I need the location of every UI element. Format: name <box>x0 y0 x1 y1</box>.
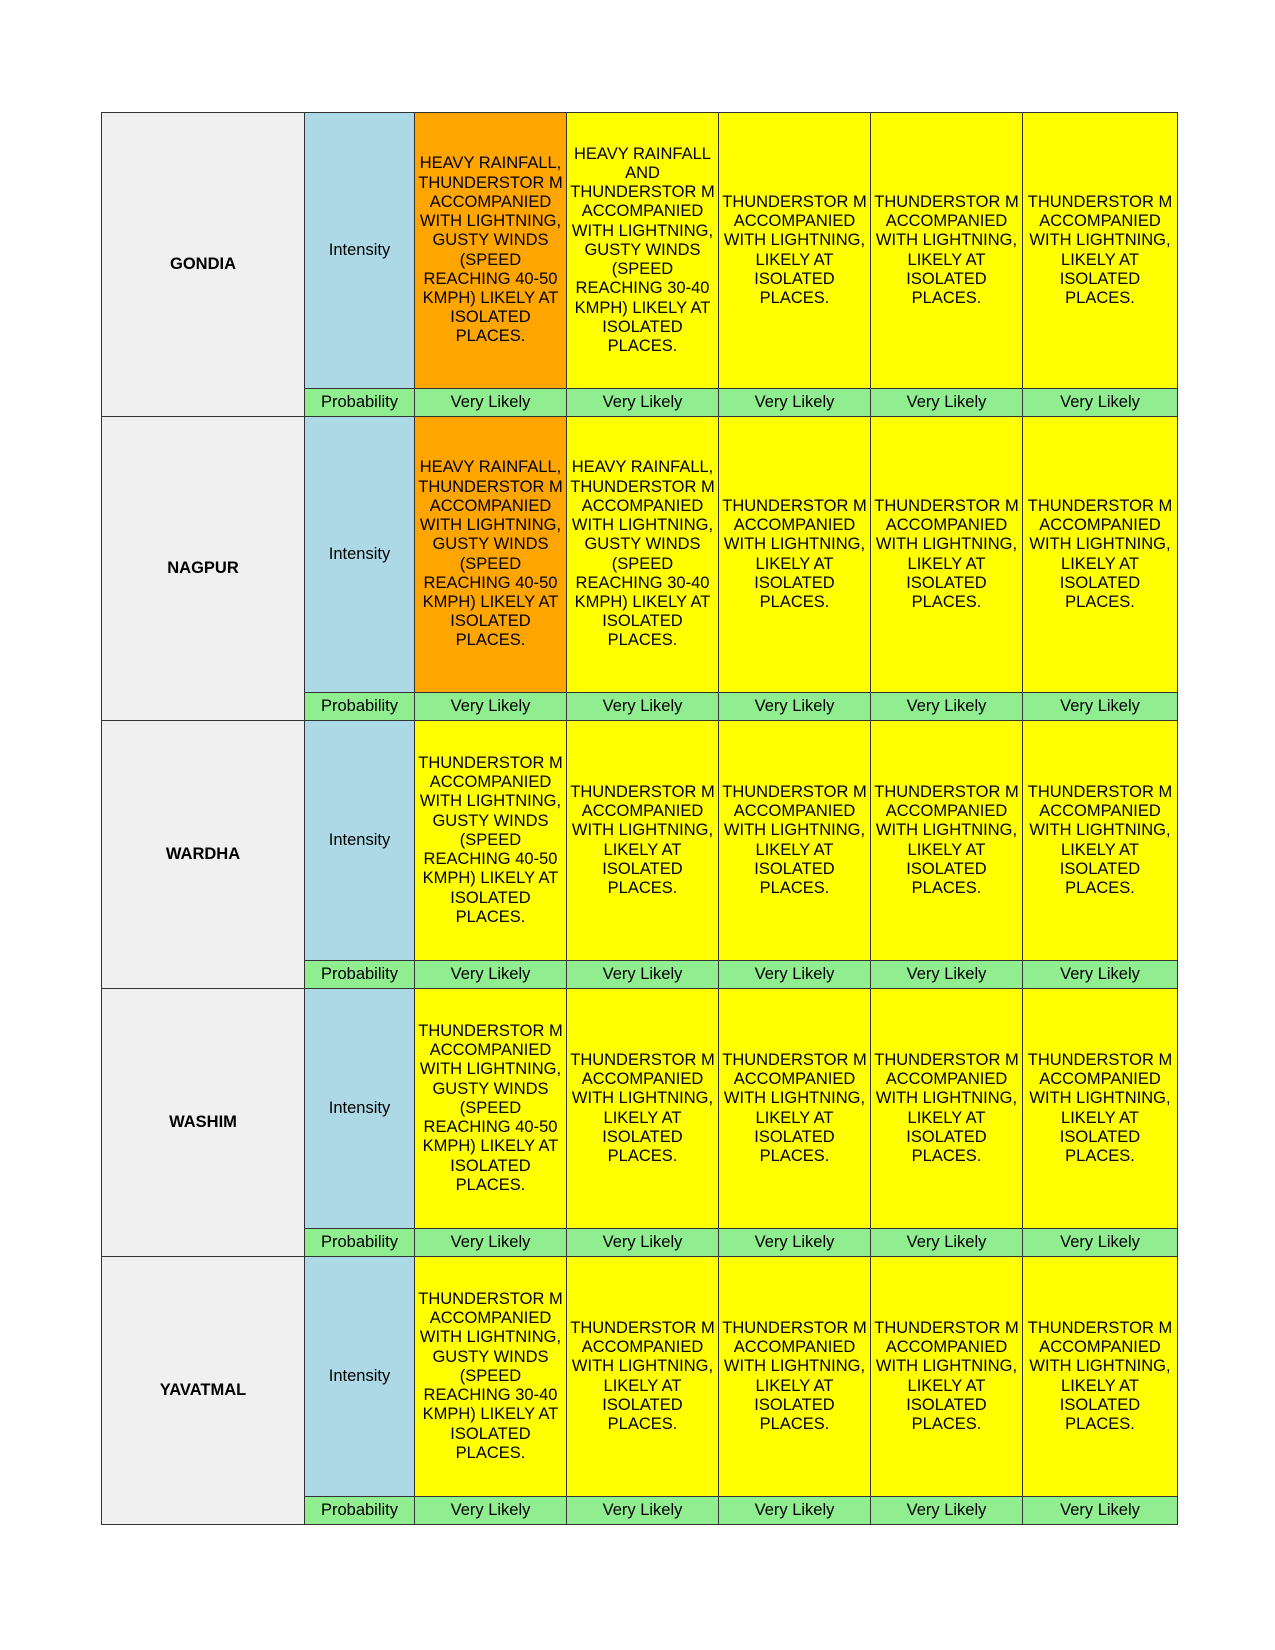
intensity-cell: HEAVY RAINFALL, THUNDERSTOR M ACCOMPANIED WITH LIGHTNING, GUSTY WINDS (SPEED REACHING 40-50 KMPH) LIKELY AT ISOLATED PLACES. <box>415 113 567 389</box>
probability-cell: Very Likely <box>871 1497 1023 1525</box>
intensity-cell: THUNDERSTOR M ACCOMPANIED WITH LIGHTNING, LIKELY AT ISOLATED PLACES. <box>1023 989 1178 1229</box>
probability-cell: Very Likely <box>415 693 567 721</box>
intensity-cell: THUNDERSTOR M ACCOMPANIED WITH LIGHTNING, LIKELY AT ISOLATED PLACES. <box>567 989 719 1229</box>
district-name: GONDIA <box>102 113 305 417</box>
district-row <box>102 113 1178 389</box>
intensity-cell: THUNDERSTOR M ACCOMPANIED WITH LIGHTNING, LIKELY AT ISOLATED PLACES. <box>719 721 871 961</box>
intensity-cell: THUNDERSTOR M ACCOMPANIED WITH LIGHTNING, LIKELY AT ISOLATED PLACES. <box>719 989 871 1229</box>
intensity-cell: THUNDERSTOR M ACCOMPANIED WITH LIGHTNING, GUSTY WINDS (SPEED REACHING 30-40 KMPH) LIKELY AT ISOLATED PLACES. <box>415 1257 567 1497</box>
probability-cell: Very Likely <box>567 1497 719 1525</box>
intensity-cell: THUNDERSTOR M ACCOMPANIED WITH LIGHTNING, GUSTY WINDS (SPEED REACHING 40-50 KMPH) LIKELY AT ISOLATED PLACES. <box>415 989 567 1229</box>
intensity-cell: THUNDERSTOR M ACCOMPANIED WITH LIGHTNING, LIKELY AT ISOLATED PLACES. <box>719 1257 871 1497</box>
intensity-label: Intensity <box>305 417 415 693</box>
probability-label: Probability <box>305 961 415 989</box>
probability-cell: Very Likely <box>1023 1229 1178 1257</box>
intensity-cell: THUNDERSTOR M ACCOMPANIED WITH LIGHTNING, LIKELY AT ISOLATED PLACES. <box>871 721 1023 961</box>
intensity-cell: THUNDERSTOR M ACCOMPANIED WITH LIGHTNING, LIKELY AT ISOLATED PLACES. <box>567 721 719 961</box>
probability-cell: Very Likely <box>1023 693 1178 721</box>
probability-label: Probability <box>305 1229 415 1257</box>
intensity-cell: THUNDERSTOR M ACCOMPANIED WITH LIGHTNING, LIKELY AT ISOLATED PLACES. <box>1023 1257 1178 1497</box>
probability-cell: Very Likely <box>415 1497 567 1525</box>
probability-label: Probability <box>305 1497 415 1525</box>
intensity-cell: THUNDERSTOR M ACCOMPANIED WITH LIGHTNING, LIKELY AT ISOLATED PLACES. <box>871 1257 1023 1497</box>
intensity-label: Intensity <box>305 721 415 961</box>
probability-cell: Very Likely <box>567 389 719 417</box>
probability-cell: Very Likely <box>719 389 871 417</box>
probability-cell: Very Likely <box>1023 389 1178 417</box>
probability-cell: Very Likely <box>567 693 719 721</box>
probability-cell: Very Likely <box>567 1229 719 1257</box>
intensity-cell: THUNDERSTOR M ACCOMPANIED WITH LIGHTNING, LIKELY AT ISOLATED PLACES. <box>871 989 1023 1229</box>
probability-cell: Very Likely <box>719 693 871 721</box>
probability-cell: Very Likely <box>871 693 1023 721</box>
probability-cell: Very Likely <box>871 389 1023 417</box>
district-name: WASHIM <box>102 989 305 1257</box>
intensity-cell: THUNDERSTOR M ACCOMPANIED WITH LIGHTNING, LIKELY AT ISOLATED PLACES. <box>719 417 871 693</box>
intensity-cell: THUNDERSTOR M ACCOMPANIED WITH LIGHTNING, LIKELY AT ISOLATED PLACES. <box>871 417 1023 693</box>
intensity-cell: HEAVY RAINFALL, THUNDERSTOR M ACCOMPANIED WITH LIGHTNING, GUSTY WINDS (SPEED REACHING 40-50 KMPH) LIKELY AT ISOLATED PLACES. <box>415 417 567 693</box>
probability-cell: Very Likely <box>415 389 567 417</box>
probability-cell: Very Likely <box>719 1497 871 1525</box>
probability-cell: Very Likely <box>719 961 871 989</box>
intensity-cell: THUNDERSTOR M ACCOMPANIED WITH LIGHTNING, LIKELY AT ISOLATED PLACES. <box>719 113 871 389</box>
district-row <box>102 989 1178 1229</box>
intensity-label: Intensity <box>305 1257 415 1497</box>
intensity-cell: THUNDERSTOR M ACCOMPANIED WITH LIGHTNING, LIKELY AT ISOLATED PLACES. <box>1023 113 1178 389</box>
probability-cell: Very Likely <box>871 1229 1023 1257</box>
probability-cell: Very Likely <box>415 1229 567 1257</box>
probability-cell: Very Likely <box>567 961 719 989</box>
probability-cell: Very Likely <box>719 1229 871 1257</box>
intensity-cell: THUNDERSTOR M ACCOMPANIED WITH LIGHTNING, LIKELY AT ISOLATED PLACES. <box>567 1257 719 1497</box>
probability-cell: Very Likely <box>415 961 567 989</box>
probability-label: Probability <box>305 389 415 417</box>
district-row <box>102 1257 1178 1497</box>
probability-cell: Very Likely <box>1023 1497 1178 1525</box>
intensity-label: Intensity <box>305 989 415 1229</box>
intensity-cell: THUNDERSTOR M ACCOMPANIED WITH LIGHTNING, GUSTY WINDS (SPEED REACHING 40-50 KMPH) LIKELY AT ISOLATED PLACES. <box>415 721 567 961</box>
intensity-cell: HEAVY RAINFALL AND THUNDERSTOR M ACCOMPANIED WITH LIGHTNING, GUSTY WINDS (SPEED REACHING 30-40 KMPH) LIKELY AT ISOLATED PLACES. <box>567 113 719 389</box>
intensity-cell: HEAVY RAINFALL, THUNDERSTOR M ACCOMPANIED WITH LIGHTNING, GUSTY WINDS (SPEED REACHING 30-40 KMPH) LIKELY AT ISOLATED PLACES. <box>567 417 719 693</box>
district-name: WARDHA <box>102 721 305 989</box>
forecast-table <box>101 112 1178 1525</box>
district-row <box>102 417 1178 693</box>
intensity-cell: THUNDERSTOR M ACCOMPANIED WITH LIGHTNING, LIKELY AT ISOLATED PLACES. <box>1023 417 1178 693</box>
intensity-label: Intensity <box>305 113 415 389</box>
probability-label: Probability <box>305 693 415 721</box>
district-name: NAGPUR <box>102 417 305 721</box>
probability-cell: Very Likely <box>1023 961 1178 989</box>
district-row <box>102 721 1178 961</box>
intensity-cell: THUNDERSTOR M ACCOMPANIED WITH LIGHTNING, LIKELY AT ISOLATED PLACES. <box>1023 721 1178 961</box>
intensity-cell: THUNDERSTOR M ACCOMPANIED WITH LIGHTNING, LIKELY AT ISOLATED PLACES. <box>871 113 1023 389</box>
probability-cell: Very Likely <box>871 961 1023 989</box>
district-name: YAVATMAL <box>102 1257 305 1525</box>
